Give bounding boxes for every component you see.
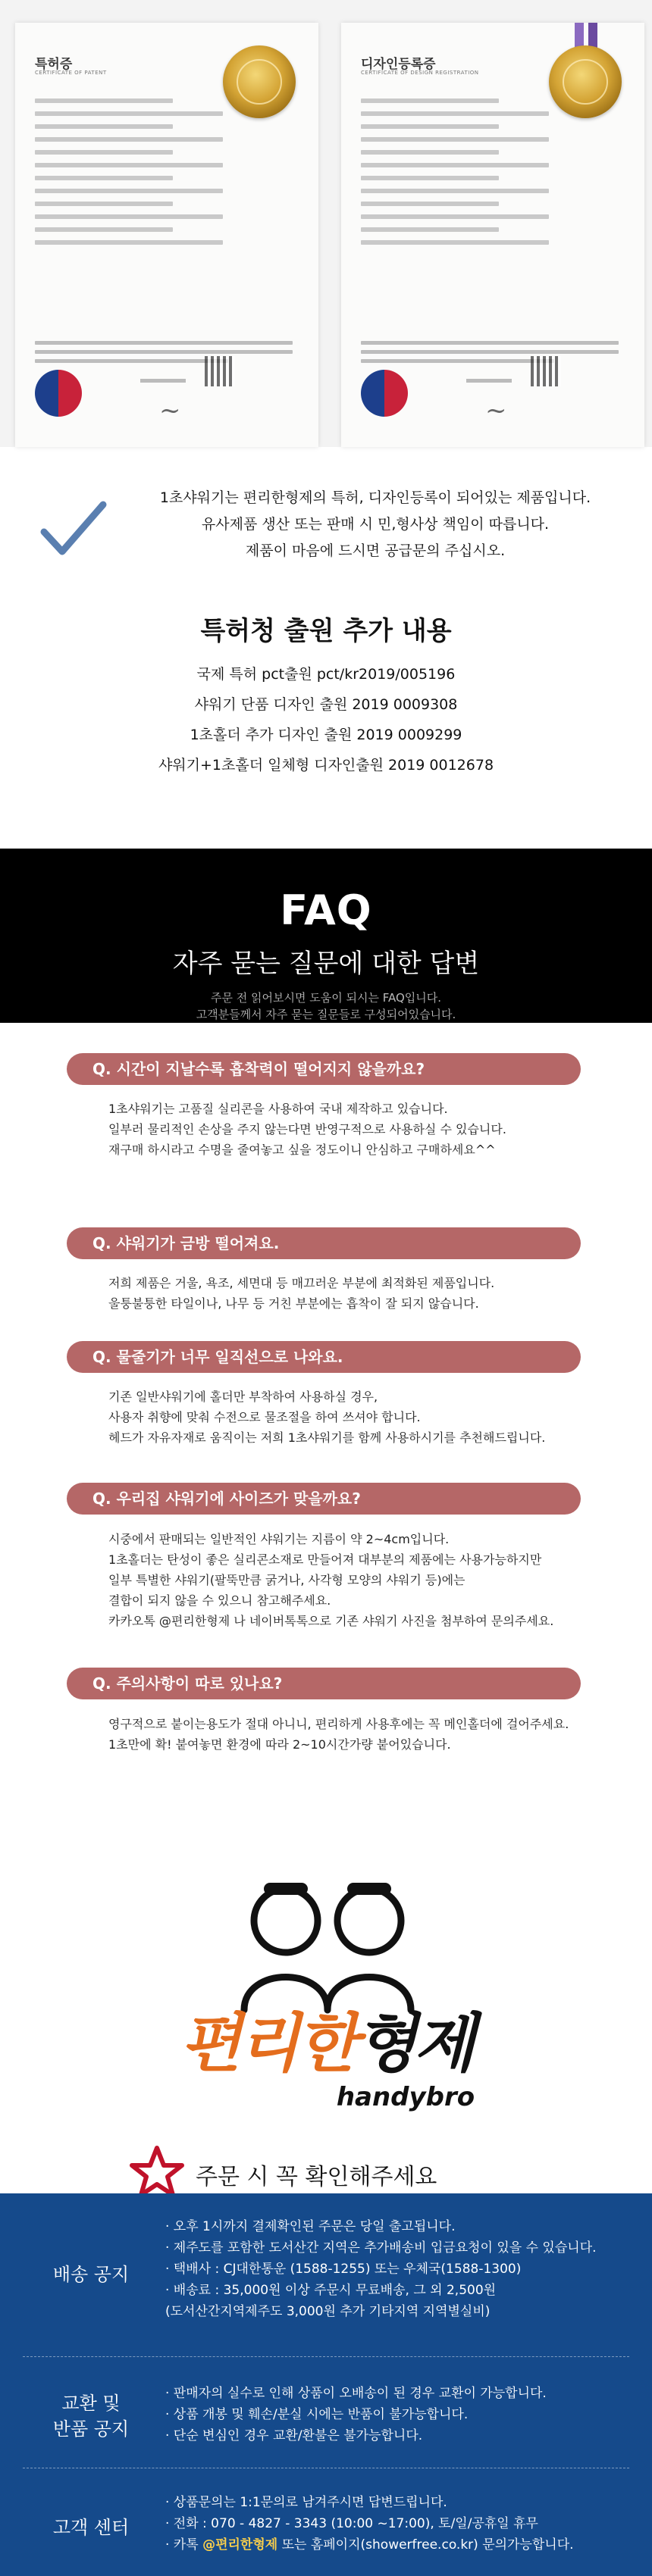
policy-item: (도서산간지역제주도 3,000원 추가 기타지역 지역별실비) (165, 2304, 491, 2319)
policy-label-line: 반품 공지 (52, 2418, 130, 2440)
faq-answer-line: 헤드가 자유자재로 움직이는 저희 1초샤워기를 함께 사용하시기를 추천해드립니다. (108, 1430, 546, 1445)
brand-section (0, 1834, 652, 2190)
faq-answer-line: 1초홀더는 탄성이 좋은 실리콘소재로 만들어져 대부분의 제품에는 사용가능하지만 (108, 1552, 542, 1567)
policy-label (23, 2515, 159, 2540)
brand-logo-subtitle: handybro (336, 2082, 475, 2112)
exchange-policy (0, 2374, 652, 2465)
certificate-subtitle: CERTIFICATE OF PATENT (35, 70, 107, 76)
certificate-fields (35, 98, 285, 253)
policy-item: · 배송료 : 35,000원 이상 주문시 무료배송, 그 외 2,500원 (165, 2283, 497, 2298)
faq-answer (108, 1529, 639, 1631)
faq-list (0, 1023, 652, 1834)
faq-answer-line: 일부 특별한 샤워기(팔뚝만큼 굵거나, 사각형 모양의 샤워기 등)에는 (108, 1573, 465, 1587)
notice-line: 1초샤워기는 편리한형제의 특허, 디자인등록이 되어있는 제품입니다. (159, 489, 591, 506)
faq-description-line: 고객분들께서 자주 묻는 질문들로 구성되어있습니다. (196, 1008, 456, 1021)
kakao-id-link[interactable]: @편리한형제 (202, 2537, 278, 2553)
faq-answer-line: 저희 제품은 거울, 욕조, 세면대 등 매끄러운 부분에 최적화된 제품입니다. (108, 1276, 495, 1290)
patent-item: 국제 특허 pct출원 pct/kr2019/005196 (196, 666, 456, 683)
policy-label-line: 교환 및 (61, 2393, 121, 2414)
faq-question: Q. 주의사항이 따로 있나요? (67, 1668, 581, 1699)
faq-answer-line: 시중에서 판매되는 일반적인 샤워기는 지름이 약 2~4cm입니다. (108, 1532, 450, 1546)
notice-text (110, 485, 641, 564)
faq-answer-line: 일부러 물리적인 손상을 주지 않는다면 반영구적으로 사용하실 수 있습니다. (108, 1122, 506, 1136)
policy-items (165, 2216, 643, 2322)
patent-list (0, 659, 652, 780)
certificates-section (0, 0, 652, 447)
kipo-logo-icon (361, 370, 408, 417)
check-icon (39, 499, 108, 559)
patent-item: 샤워기+1초홀더 일체형 디자인출원 2019 0012678 (158, 757, 494, 774)
policy-item: · 상품문의는 1:1문의로 남겨주시면 답변드립니다. (165, 2495, 447, 2510)
certificate-title: 특허증 (35, 57, 73, 72)
customer-center (0, 2481, 652, 2572)
kakao-prefix: · 카톡 (165, 2537, 203, 2553)
patent-item: 샤워기 단품 디자인 출원 2019 0009308 (194, 696, 458, 713)
signature-stamp: ~ (485, 395, 507, 426)
faq-answer (108, 1714, 639, 1755)
certificate-paragraph (35, 341, 293, 368)
policy-label-line: 배송 공지 (52, 2264, 130, 2285)
faq-answer-line: 1초샤워기는 고품질 실리콘을 사용하여 국내 제작하고 있습니다. (108, 1102, 448, 1116)
patent-certificate (15, 23, 318, 447)
star-icon (129, 2144, 185, 2199)
faq-description (0, 989, 652, 1023)
faq-question: Q. 샤워기가 금방 떨어져요. (67, 1227, 581, 1259)
faq-answer (108, 1099, 639, 1160)
policy-item: · 판매자의 실수로 인해 상품이 오배송이 된 경우 교환이 가능합니다. (165, 2386, 547, 2401)
faq-answer (108, 1273, 639, 1314)
certificate-fields (361, 98, 611, 253)
patent-title: 특허청 출원 추가 내용 (200, 616, 452, 646)
certificate-subtitle: CERTIFICATE OF DESIGN REGISTRATION (361, 70, 479, 76)
brand-logo-part1: 편리한 (180, 2006, 356, 2080)
notice-line: 유사제품 생산 또는 판매 시 민,형사상 책임이 따릅니다. (201, 516, 550, 533)
faq-question: Q. 시간이 지날수록 흡착력이 떨어지지 않을까요? (67, 1053, 581, 1085)
faq-answer-line: 결합이 되지 않을 수 있으니 참고해주세요. (108, 1593, 331, 1608)
notice-line: 제품이 마음에 드시면 공급문의 주십시오. (245, 542, 506, 559)
policy-label-line: 고객 센터 (52, 2517, 130, 2538)
policy-item-kakao (165, 2534, 643, 2556)
patent-notice-section (0, 455, 652, 849)
faq-answer-line: 카카오톡 @편리한형제 나 네이버톡톡으로 기존 샤워기 사진을 첨부하여 문의주세요. (108, 1614, 554, 1628)
shipping-policy (0, 2216, 652, 2345)
faq-question: Q. 우리집 샤워기에 사이즈가 맞을까요? (67, 1483, 581, 1515)
faq-answer-line: 울퉁불퉁한 타일이나, 나무 등 거친 부분에는 흡착이 잘 되지 않습니다. (108, 1296, 479, 1311)
policy-item: · 상품 개봉 및 훼손/분실 시에는 반품이 불가능합니다. (165, 2407, 469, 2422)
certificate-date (466, 379, 512, 383)
policy-item: · 택배사 : CJ대한통운 (1588-1255) 또는 우체국(1588-1300) (165, 2262, 522, 2277)
policy-label (23, 2262, 159, 2287)
policy-items (165, 2492, 643, 2556)
signature-stamp: ~ (159, 395, 181, 426)
policy-item: · 제주도를 포함한 도서산간 지역은 추가배송비 입금요청이 있을 수 있습니다. (165, 2240, 597, 2256)
kakao-suffix: 또는 홈페이지(showerfree.co.kr) 문의가능합니다. (277, 2537, 574, 2553)
policy-item: · 전화 : 070 - 4827 - 3343 (10:00 ~17:00), 토/일/공휴일 휴무 (165, 2516, 538, 2531)
policy-label (23, 2390, 159, 2442)
policy-item: · 오후 1시까지 결제확인된 주문은 당일 출고됩니다. (165, 2219, 456, 2234)
faq-answer-line: 기존 일반샤워기에 홀더만 부착하여 사용하실 경우, (108, 1390, 378, 1404)
kipo-logo-icon (35, 370, 82, 417)
faq-title: FAQ (280, 886, 372, 934)
faq-answer-line: 사용자 취향에 맞춰 수전으로 물조절을 하여 쓰셔야 합니다. (108, 1410, 421, 1424)
faq-answer-line: 영구적으로 붙이는용도가 절대 아니니, 편리하게 사용후에는 꼭 메인홀더에 걸어주세요. (108, 1717, 569, 1731)
faq-header (0, 849, 652, 1023)
faq-answer-line: 재구매 하시라고 수명을 줄여놓고 싶을 정도이니 안심하고 구매하세요^^ (108, 1143, 496, 1157)
policy-item: · 단순 변심인 경우 교환/환불은 불가능합니다. (165, 2428, 423, 2443)
brand-mascot-icon (229, 1875, 426, 2019)
faq-answer-line: 1초만에 확! 붙여놓면 환경에 따라 2~10시간가량 붙어있습니다. (108, 1737, 451, 1752)
design-certificate (341, 23, 644, 447)
faq-description-line: 주문 전 읽어보시면 도움이 되시는 FAQ입니다. (211, 991, 441, 1005)
brand-logo (0, 2006, 652, 2080)
faq-question: Q. 물줄기가 너무 일직선으로 나와요. (67, 1341, 581, 1373)
brand-logo-part2: 형제 (355, 2006, 472, 2080)
qr-code-icon (531, 356, 561, 386)
qr-code-icon (205, 356, 235, 386)
divider (23, 2356, 629, 2357)
certificate-paragraph (361, 341, 619, 368)
certificate-date (140, 379, 186, 383)
order-notice-heading: 주문 시 꼭 확인해주세요 (196, 2164, 437, 2190)
faq-subtitle: 자주 묻는 질문에 대한 답변 (172, 949, 480, 979)
policy-section (0, 2193, 652, 2576)
faq-answer (108, 1386, 639, 1448)
certificate-title: 디자인등록증 (361, 57, 436, 72)
patent-item: 1초홀더 추가 디자인 출원 2019 0009299 (190, 727, 462, 743)
policy-items (165, 2383, 643, 2446)
